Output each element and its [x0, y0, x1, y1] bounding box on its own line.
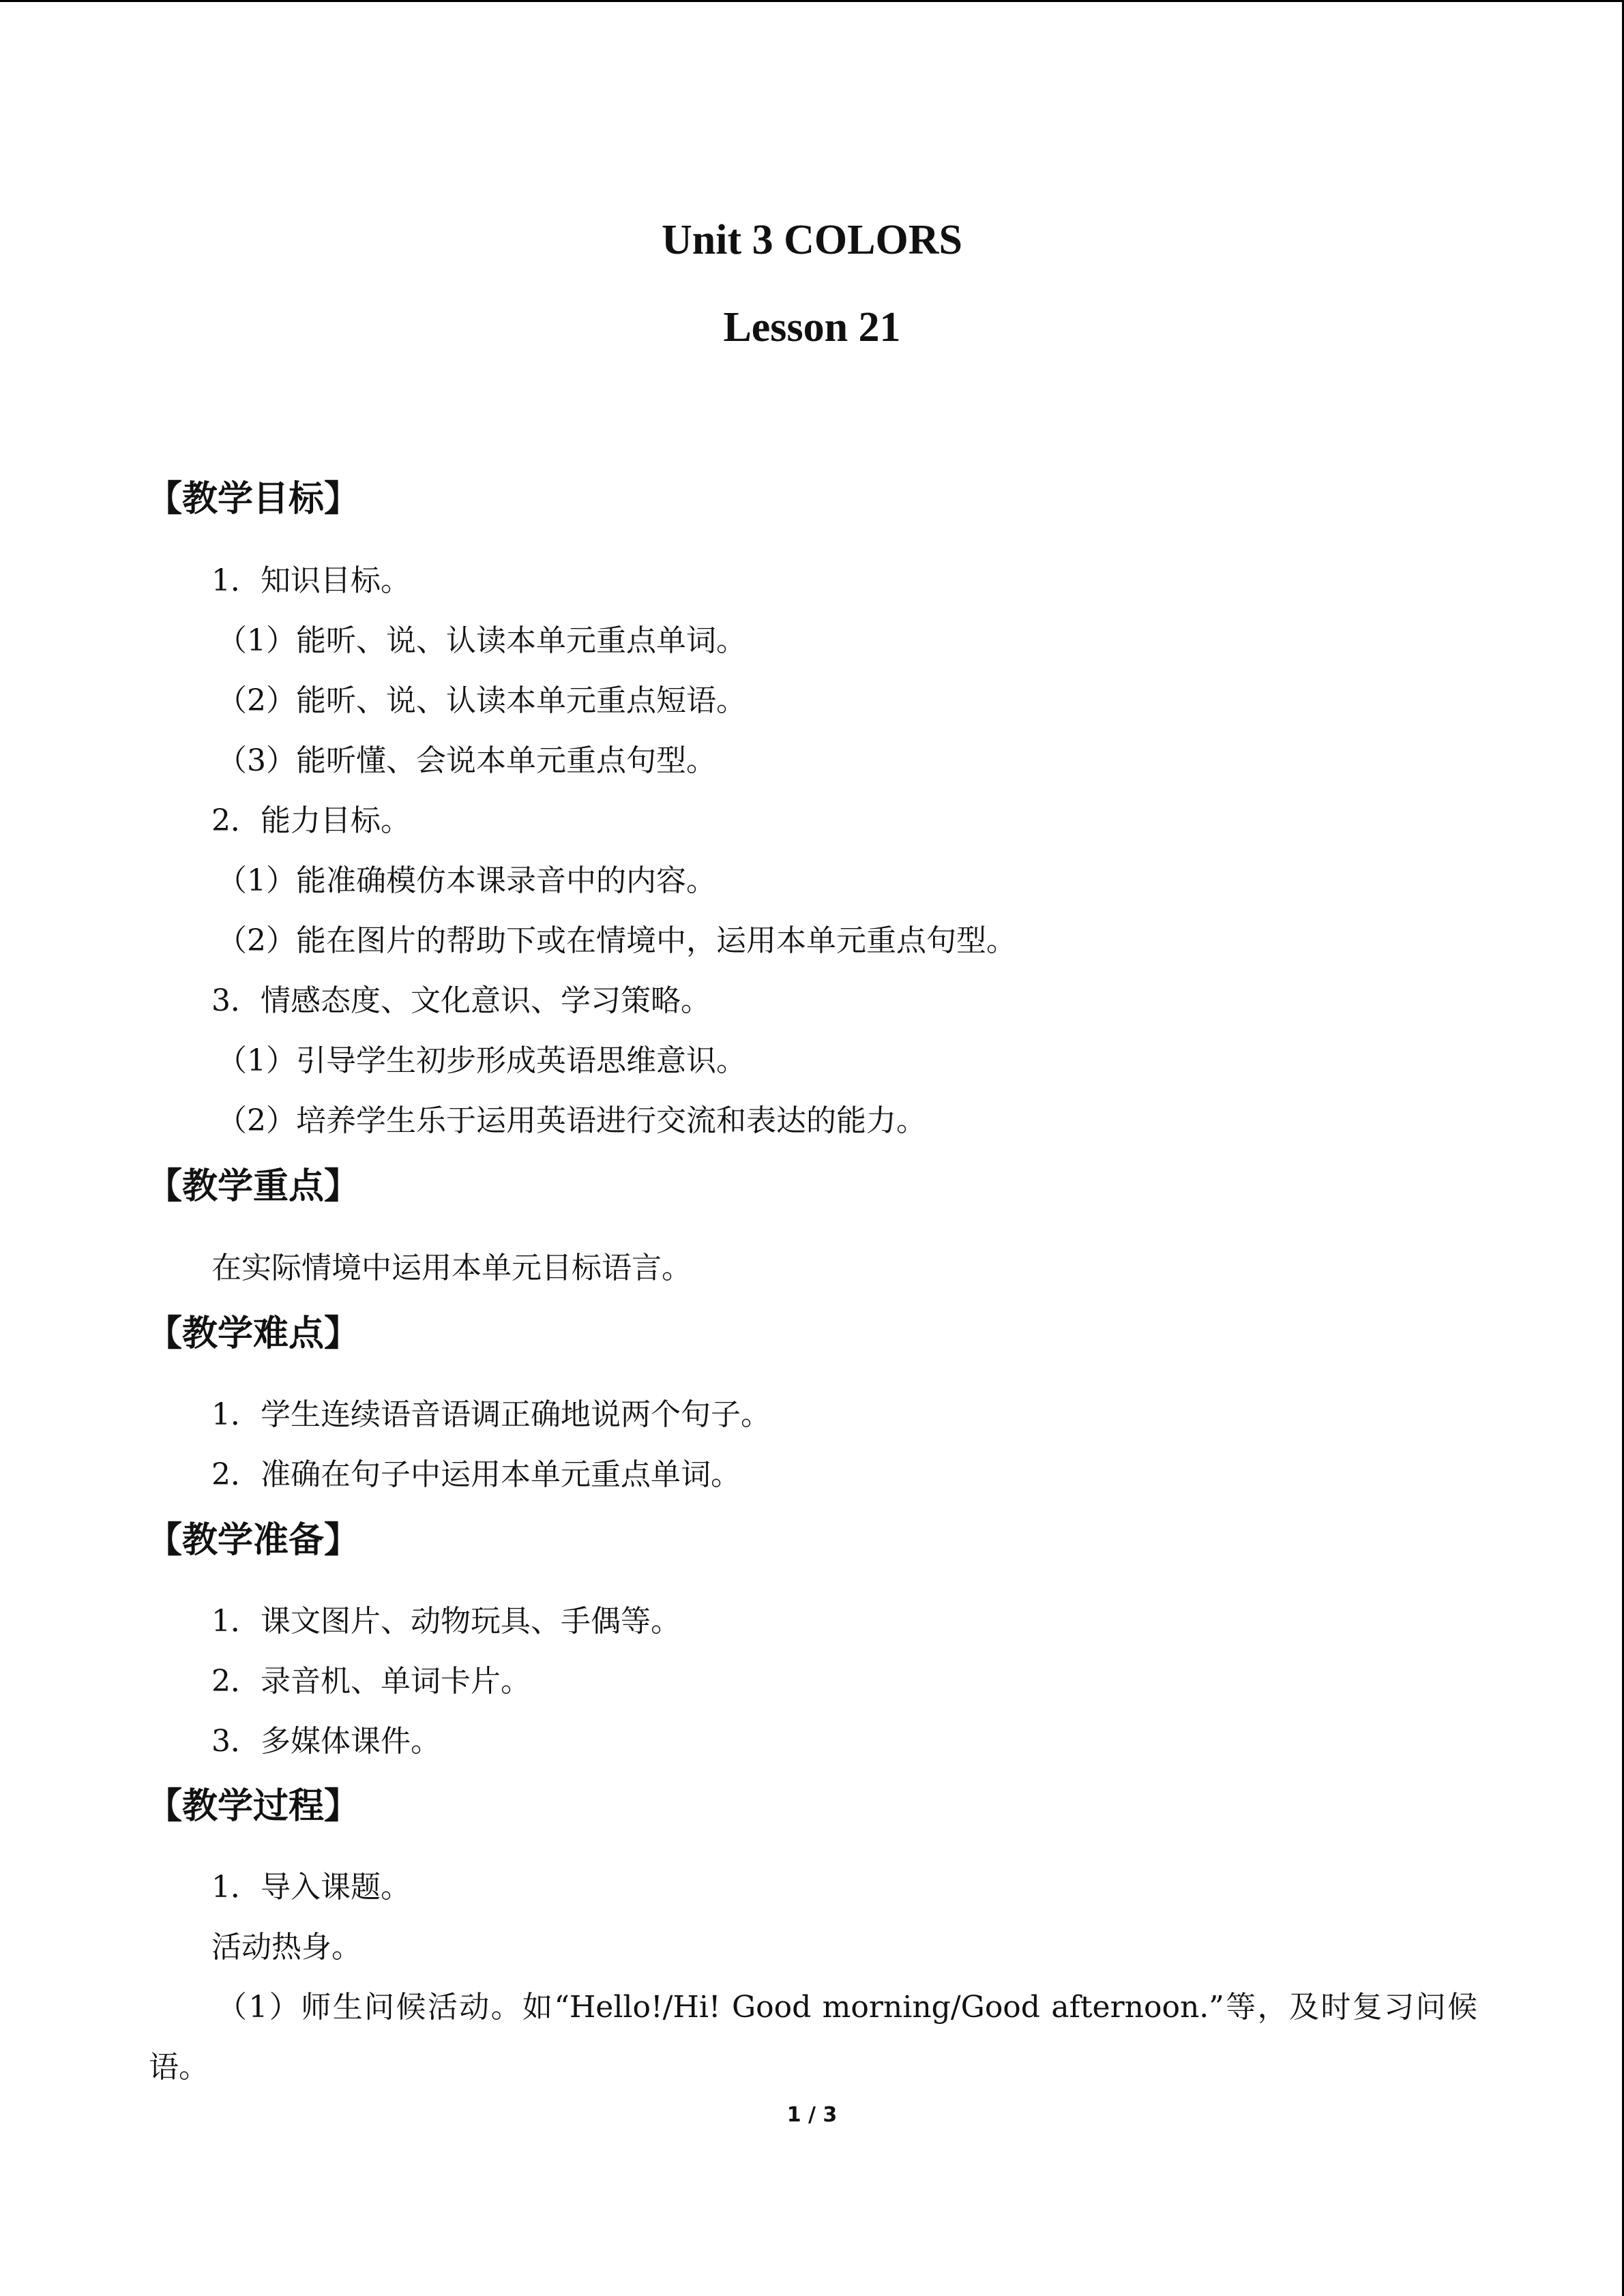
list-item: 1．导入课题。	[211, 1870, 411, 1905]
paragraph-line: （1）师生问候活动。如“Hello!/Hi! Good morning/Good afternoon.”等，及时复习问候	[217, 1990, 1477, 2025]
list-item: （1）能听、说、认读本单元重点单词。	[217, 623, 746, 658]
list-item: （3）能听懂、会说本单元重点句型。	[217, 743, 716, 778]
list-item: 2．能力目标。	[211, 803, 411, 838]
list-item: 2．录音机、单词卡片。	[211, 1664, 531, 1699]
list-item: （2）能听、说、认读本单元重点短语。	[217, 683, 746, 718]
document-title: Unit 3 COLORS	[662, 217, 962, 263]
list-item: 活动热身。	[211, 1930, 361, 1965]
list-item: 3．多媒体课件。	[211, 1724, 441, 1759]
section-heading-objectives: 【教学目标】	[147, 479, 360, 520]
document-subtitle: Lesson 21	[723, 304, 901, 351]
list-item: 1．学生连续语音语调正确地说两个句子。	[211, 1397, 771, 1432]
page-number: 1 / 3	[786, 2103, 838, 2127]
list-item: 1．知识目标。	[211, 563, 411, 598]
list-item: （2）培养学生乐于运用英语进行交流和表达的能力。	[217, 1103, 926, 1138]
list-item: （1）引导学生初步形成英语思维意识。	[217, 1043, 746, 1078]
page-top-border	[0, 0, 1624, 2]
section-heading-difficulties: 【教学难点】	[147, 1313, 360, 1354]
list-item: 在实际情境中运用本单元目标语言。	[211, 1251, 692, 1285]
list-item: 3．情感态度、文化意识、学习策略。	[211, 983, 711, 1018]
list-item: 2．准确在句子中运用本单元重点单词。	[211, 1457, 741, 1492]
list-item: （2）能在图片的帮助下或在情境中，运用本单元重点句型。	[217, 923, 1016, 958]
paragraph-line: 语。	[149, 2050, 209, 2085]
list-item: 1．课文图片、动物玩具、手偶等。	[211, 1604, 681, 1639]
section-heading-process: 【教学过程】	[147, 1786, 360, 1827]
section-heading-preparation: 【教学准备】	[147, 1520, 360, 1561]
list-item: （1）能准确模仿本课录音中的内容。	[217, 863, 716, 898]
section-heading-key-points: 【教学重点】	[147, 1166, 360, 1207]
